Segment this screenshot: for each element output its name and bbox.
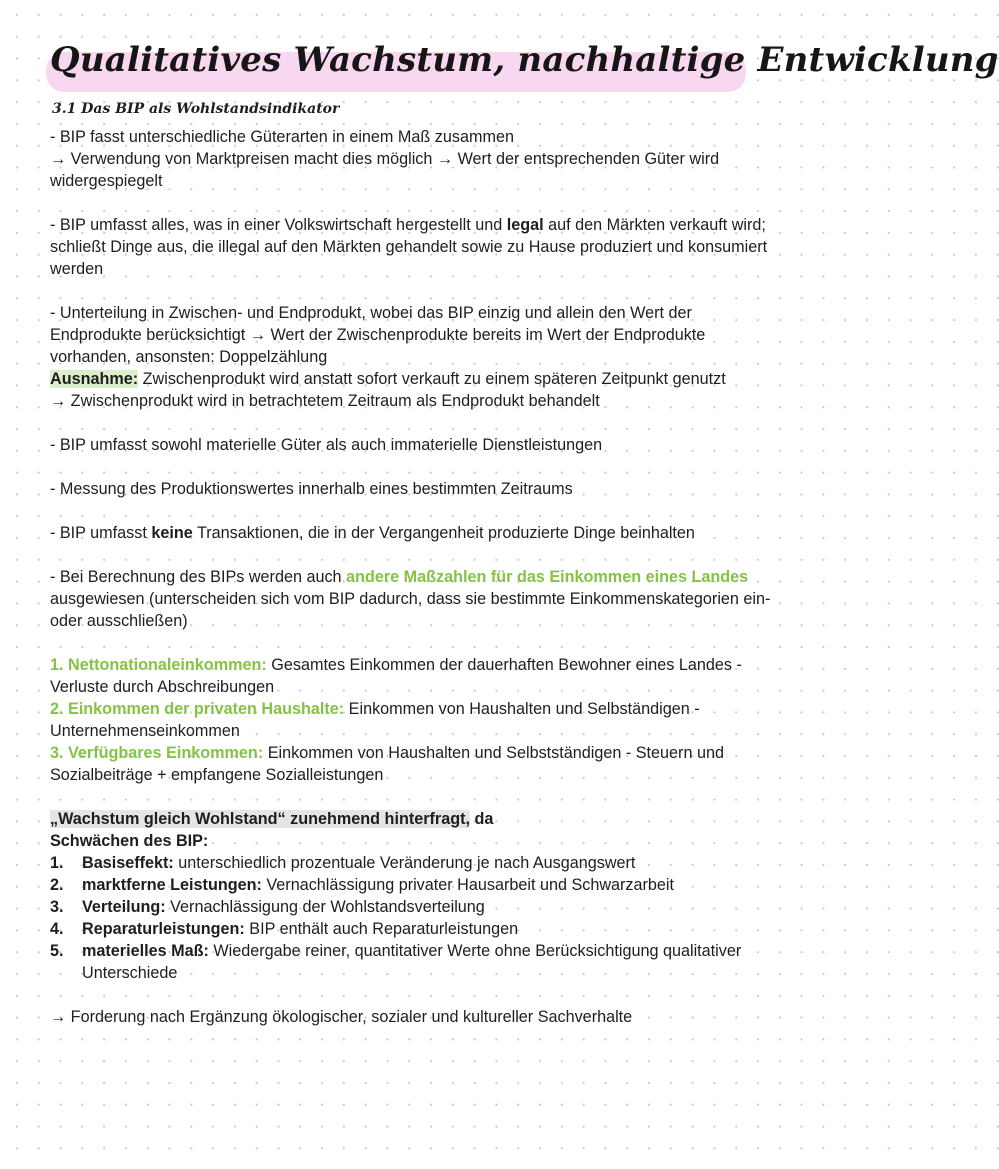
highlight-exception: Ausnahme: xyxy=(50,370,139,388)
paragraph-time-period: - Messung des Produktionswertes innerhalb eines bestimmten Zeitraums xyxy=(50,480,573,498)
paragraph-legal-goods: - BIP umfasst alles, was in einer Volkswirtschaft hergestellt und legal auf den Märkten verkauft wird; schließt Dinge aus, die illegal auf den Märkten gehandelt sowie zu Hause produziert und konsumiert werden xyxy=(50,216,768,278)
measure-item: 2. Einkommen der privaten Haushalte: Einkommen von Haushalten und Selbständigen - Unternehmenseinkommen xyxy=(50,700,700,740)
paragraph-goods-services: - BIP umfasst sowohl materielle Güter als auch immaterielle Dienstleistungen xyxy=(50,436,603,454)
highlight-growth-question: „Wachstum gleich Wohlstand“ zunehmend hinterfragt, xyxy=(50,810,470,828)
measure-item: 3. Verfügbares Einkommen: Einkommen von Haushalten und Selbstständigen - Steuern und Sozialbeiträge + empfangene Sozialleistungen xyxy=(50,744,724,784)
paragraph-bip-summary: - BIP fasst unterschiedliche Güterarten in einem Maß zusammen xyxy=(50,128,514,146)
paragraph-exception: Ausnahme: Zwischenprodukt wird anstatt sofort verkauft zu einem späteren Zeitpunkt genutzt xyxy=(50,370,726,388)
bold-legal: legal xyxy=(506,216,544,234)
list-item: 5. materielles Maß: Wiedergabe reiner, quantitativer Werte ohne Berücksichtigung qualitativer Unterschiede xyxy=(50,942,742,982)
weakness-heading: „Wachstum gleich Wohlstand“ zunehmend hinterfragt, da xyxy=(50,810,494,828)
list-item: 1. Basiseffekt: unterschiedlich prozentuale Veränderung je nach Ausgangswert xyxy=(50,854,636,872)
section-subtitle: 3.1 Das BIP als Wohlstandsindikator xyxy=(52,101,340,117)
weakness-heading-line2: Schwächen des BIP: xyxy=(50,832,209,850)
list-item: 4. Reparaturleistungen: BIP enthält auch Reparaturleistungen xyxy=(50,920,519,938)
page-title: Qualitatives Wachstum, nachhaltige Entwicklung xyxy=(50,40,999,80)
bold-keine: keine xyxy=(151,524,193,542)
weakness-list xyxy=(50,852,780,984)
list-item: 2. marktferne Leistungen: Vernachlässigung privater Hausarbeit und Schwarzarbeit xyxy=(50,876,675,894)
green-other-measures: andere Maßzahlen für das Einkommen eines Landes xyxy=(346,568,749,586)
paragraph-other-measures: - Bei Berechnung des BIPs werden auch andere Maßzahlen für das Einkommen eines Landes ausgewiesen (unterscheiden sich vom BIP dadurch, dass sie bestimmte Einkommenskategorien ein- oder ausschließen) xyxy=(50,568,771,630)
list-item: 3. Verteilung: Vernachlässigung der Wohlstandsverteilung xyxy=(50,898,485,916)
paragraph-intermediate-products: - Unterteilung in Zwischen- und Endprodukt, wobei das BIP einzig und allein den Wert der Endprodukte berücksichtigt → Wert der Zwischenprodukte bereits im Wert der Endprodukte vorhanden, ansonsten: Doppelzählung xyxy=(50,304,706,366)
paragraph-market-prices: → Verwendung von Marktpreisen macht dies möglich → Wert der entsprechenden Güter wird widergespiegelt xyxy=(50,150,720,190)
measure-item: 1. Nettonationaleinkommen: Gesamtes Einkommen der dauerhaften Bewohner eines Landes - Verluste durch Abschreibungen xyxy=(50,656,742,696)
conclusion: → Forderung nach Ergänzung ökologischer, sozialer und kultureller Sachverhalte xyxy=(50,1008,633,1026)
paragraph-past-transactions: - BIP umfasst keine Transaktionen, die in der Vergangenheit produzierte Dinge beinhalten xyxy=(50,524,695,542)
notes-body xyxy=(50,126,780,1028)
title-block xyxy=(40,34,999,86)
paragraph-exception-arrow: → Zwischenprodukt wird in betrachtetem Zeitraum als Endprodukt behandelt xyxy=(50,392,600,410)
